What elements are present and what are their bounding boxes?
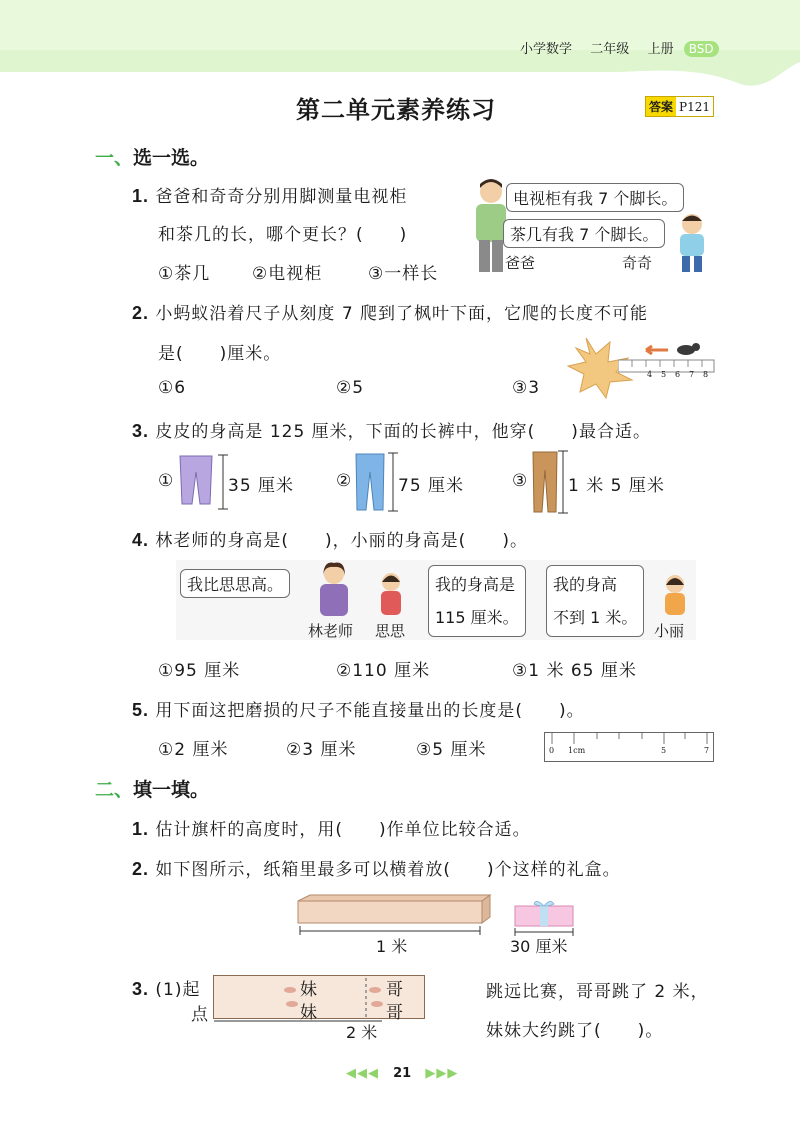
- edition-badge: BSD: [684, 41, 719, 57]
- s2-q2-line1: 2. 如下图所示，纸箱里最多可以横着放( )个这样的礼盒。: [132, 859, 621, 880]
- footprints: [280, 978, 390, 1018]
- ruler-tick-5: 5: [661, 370, 667, 379]
- page-title: 第二单元素养练习: [296, 96, 496, 124]
- header-subject: 小学数学: [520, 42, 573, 57]
- ruler-tick-8: 8: [703, 370, 709, 379]
- header-bar: [520, 38, 719, 57]
- s1-q4-option-3[interactable]: ③1 米 65 厘米: [512, 661, 637, 681]
- xiaoli-label: 小丽: [654, 622, 685, 640]
- gift-box-icon: [512, 898, 578, 936]
- lin-speech-bubble: 我比思思高。: [180, 569, 290, 598]
- header-volume: 上册: [647, 42, 674, 57]
- s1-q1-option-1[interactable]: ①茶几: [158, 264, 211, 284]
- s2-q3-text1: 跳远比赛，哥哥跳了 2 米，: [486, 982, 709, 1002]
- s1-q1-line2: 和茶几的长，哪个更长？( ): [158, 225, 408, 245]
- s1-q4-option-1[interactable]: ①95 厘米: [158, 661, 241, 681]
- s1-q2-line1: 2. 小蚂蚁沿着尺子从刻度 7 爬到了枫叶下面，它爬的长度不可能: [132, 303, 649, 324]
- size-bracket-1: [218, 454, 228, 510]
- page-number: 21: [393, 1066, 412, 1081]
- s1-q3-line1: 3. 皮皮的身高是 125 厘米，下面的长裤中，他穿( )最合适。: [132, 421, 651, 442]
- footer-left-arrows-icon: ◀◀◀: [346, 1066, 379, 1081]
- distance-label: 2 米: [346, 1023, 378, 1042]
- xiaoli-speech-bubble: 我的身高 不到 1 米。: [546, 565, 644, 637]
- ruler-label-5: 5: [661, 746, 667, 755]
- sisi-label: 思思: [375, 622, 406, 640]
- size-bracket-3: [558, 450, 568, 514]
- s2-q1-line1: 1. 估计旗杆的高度时，用( )作单位比较合适。: [132, 819, 531, 840]
- s1-q4-option-2[interactable]: ②110 厘米: [336, 661, 431, 681]
- brother-mark-1: 哥: [386, 980, 404, 1000]
- xiaoli-figure: [660, 574, 690, 618]
- page-footer: [346, 1066, 458, 1081]
- size-bracket-2: [388, 452, 398, 512]
- lin-label: 林老师: [308, 622, 354, 640]
- sister-mark-2: 妹: [300, 1003, 318, 1023]
- cardboard-box: [290, 893, 500, 935]
- answer-page: P121: [679, 100, 710, 114]
- brother-mark-2: 哥: [386, 1003, 404, 1023]
- s1-q3-option-2-size: 75 厘米: [398, 476, 465, 496]
- s1-q5-option-2[interactable]: ②3 厘米: [286, 740, 357, 760]
- s1-q5-option-1[interactable]: ①2 厘米: [158, 740, 229, 760]
- qiqi-figure: [672, 212, 712, 274]
- s1-q3-option-1-mark[interactable]: ①: [158, 471, 175, 491]
- section1-heading: 一、选一选。: [95, 147, 210, 169]
- answer-label: 答案: [646, 97, 676, 116]
- ruler-label-1cm: 1cm: [568, 746, 586, 755]
- start-point-label-2: 点: [191, 1005, 209, 1025]
- s1-q5-option-3[interactable]: ③5 厘米: [416, 740, 487, 760]
- ruler-label-7: 7: [704, 746, 710, 755]
- header-grade: 二年级: [590, 42, 630, 57]
- s1-q1-line1: 1. 爸爸和奇奇分别用脚测量电视柜: [132, 186, 408, 207]
- s1-q3-option-3-mark[interactable]: ③: [512, 471, 529, 491]
- ruler-label-0: 0: [549, 746, 555, 755]
- pants-brown-icon: [530, 450, 560, 514]
- ruler-tick-7: 7: [689, 370, 695, 379]
- sister-mark-1: 妹: [300, 980, 318, 1000]
- s1-q1-option-3[interactable]: ③一样长: [368, 264, 439, 284]
- pants-blue-icon: [352, 452, 388, 512]
- dad-speech-bubble: 电视柜有我 7 个脚长。: [506, 183, 684, 212]
- s1-q2-option-1[interactable]: ①6: [158, 378, 187, 398]
- s1-q4-line1: 4. 林老师的身高是( )，小丽的身高是( )。: [132, 530, 528, 551]
- dad-label: 爸爸: [505, 254, 536, 272]
- sisi-figure: [376, 572, 406, 618]
- s2-q3-text2: 妹妹大约跳了( )。: [486, 1021, 664, 1041]
- s1-q5-line1: 5. 用下面这把磨损的尺子不能直接量出的长度是( )。: [132, 700, 585, 721]
- sisi-speech-bubble: 我的身高是 115 厘米。: [428, 565, 526, 637]
- s1-q3-option-2-mark[interactable]: ②: [336, 471, 353, 491]
- pants-purple-icon: [176, 454, 216, 510]
- footer-right-arrows-icon: ▶▶▶: [425, 1066, 459, 1081]
- answer-reference: [645, 96, 714, 117]
- ruler-tick-6: 6: [675, 370, 681, 379]
- s1-q2-line2: 是( )厘米。: [158, 344, 282, 364]
- qiqi-label: 奇奇: [622, 254, 653, 272]
- s1-q1-option-2[interactable]: ②电视柜: [252, 264, 323, 284]
- s1-q2-option-3[interactable]: ③3: [512, 378, 541, 398]
- ruler-tick-4: 4: [647, 370, 653, 379]
- s2-q3-line1: 3. (1)起: [132, 979, 201, 1000]
- teacher-lin-figure: [314, 562, 354, 618]
- s1-q2-option-2[interactable]: ②5: [336, 378, 365, 398]
- qiqi-speech-bubble: 茶几有我 7 个脚长。: [503, 219, 665, 248]
- section2-heading: 二、填一填。: [95, 779, 210, 801]
- s1-q3-option-3-size: 1 米 5 厘米: [568, 476, 665, 496]
- gift-length-label: 30 厘米: [510, 937, 568, 956]
- s1-q3-option-1-size: 35 厘米: [228, 476, 295, 496]
- box-length-label: 1 米: [376, 937, 408, 956]
